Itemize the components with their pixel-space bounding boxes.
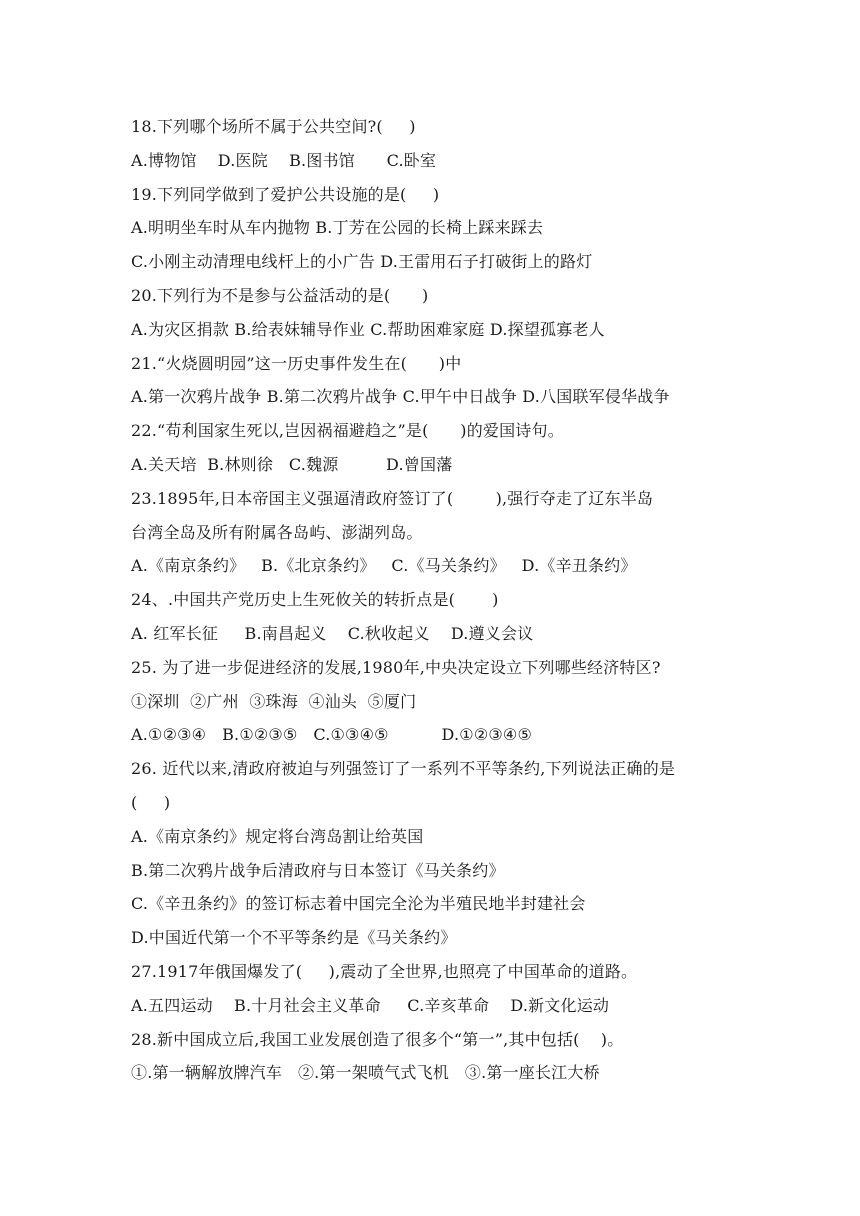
question-19-options-cd: C.小刚主动清理电线杆上的小广告 D.王雷用石子打破街上的路灯 xyxy=(131,252,593,272)
question-21-options: A.第一次鸦片战争 B.第二次鸦片战争 C.甲午中日战争 D.八国联军侵华战争 xyxy=(131,387,670,407)
question-25-options: A.①②③④ B.①②③⑤ C.①③④⑤ D.①②③④⑤ xyxy=(131,725,533,745)
question-23: 23.1895年,日本帝国主义强逼清政府签订了( ),强行夺走了辽东半岛 xyxy=(131,488,654,508)
question-26: 26. 近代以来,清政府被迫与列强签订了一系列不平等条约,下列说法正确的是 xyxy=(131,759,676,779)
question-25: 25. 为了进一步促进经济的发展,1980年,中央决定设立下列哪些经济特区? xyxy=(131,657,661,677)
question-24-options: A. 红军长征 B.南昌起义 C.秋收起义 D.遵义会议 xyxy=(131,623,534,643)
question-28: 28.新中国成立后,我国工业发展创造了很多个“第一”,其中包括( )。 xyxy=(131,1029,624,1049)
question-26-option-a: A.《南京条约》规定将台湾岛割让给英国 xyxy=(131,826,424,846)
question-26-blank: ( ) xyxy=(131,792,171,812)
question-18-options: A.博物馆 D.医院 B.图书馆 C.卧室 xyxy=(131,150,437,170)
question-27: 27.1917年俄国爆发了( ),震动了全世界,也照亮了中国革命的道路。 xyxy=(131,961,638,981)
question-18: 18.下列哪个场所不属于公共空间?( ) xyxy=(131,117,416,136)
question-25-items: ①深圳 ②广州 ③珠海 ④汕头 ⑤厦门 xyxy=(131,691,417,711)
question-26-option-c: C.《辛丑条约》的签订标志着中国完全沦为半殖民地半封建社会 xyxy=(131,894,586,914)
question-20-options: A.为灾区捐款 B.给表妹辅导作业 C.帮助困难家庭 D.探望孤寡老人 xyxy=(131,319,605,339)
question-21: 21.“火烧圆明园”这一历史事件发生在( )中 xyxy=(131,353,462,373)
question-22-options: A.关天培 B.林则徐 C.魏源 D.曾国藩 xyxy=(131,454,453,474)
question-19-options-ab: A.明明坐车时从车内抛物 B.丁芳在公园的长椅上踩来踩去 xyxy=(131,218,544,238)
question-28-items: ①.第一辆解放牌汽车 ②.第一架喷气式飞机 ③.第一座长江大桥 xyxy=(131,1063,600,1083)
question-24: 24、.中国共产党历史上生死攸关的转折点是( ) xyxy=(131,590,499,610)
question-27-options: A.五四运动 B.十月社会主义革命 C.辛亥革命 D.新文化运动 xyxy=(131,995,610,1015)
question-23-continued: 台湾全岛及所有附属各岛屿、澎湖列岛。 xyxy=(131,522,423,542)
exam-page xyxy=(131,110,751,1090)
question-26-option-d: D.中国近代第一个不平等条约是《马关条约》 xyxy=(131,928,457,948)
question-22: 22.“苟利国家生死以,岂因祸福避趋之”是( )的爱国诗句。 xyxy=(131,421,564,441)
question-19: 19.下列同学做到了爱护公共设施的是( ) xyxy=(131,184,440,204)
question-23-options: A.《南京条约》 B.《北京条约》 C.《马关条约》 D.《辛丑条约》 xyxy=(131,556,637,576)
question-20: 20.下列行为不是参与公益活动的是( ) xyxy=(131,285,429,305)
question-26-option-b: B.第二次鸦片战争后清政府与日本签订《马关条约》 xyxy=(131,860,505,880)
